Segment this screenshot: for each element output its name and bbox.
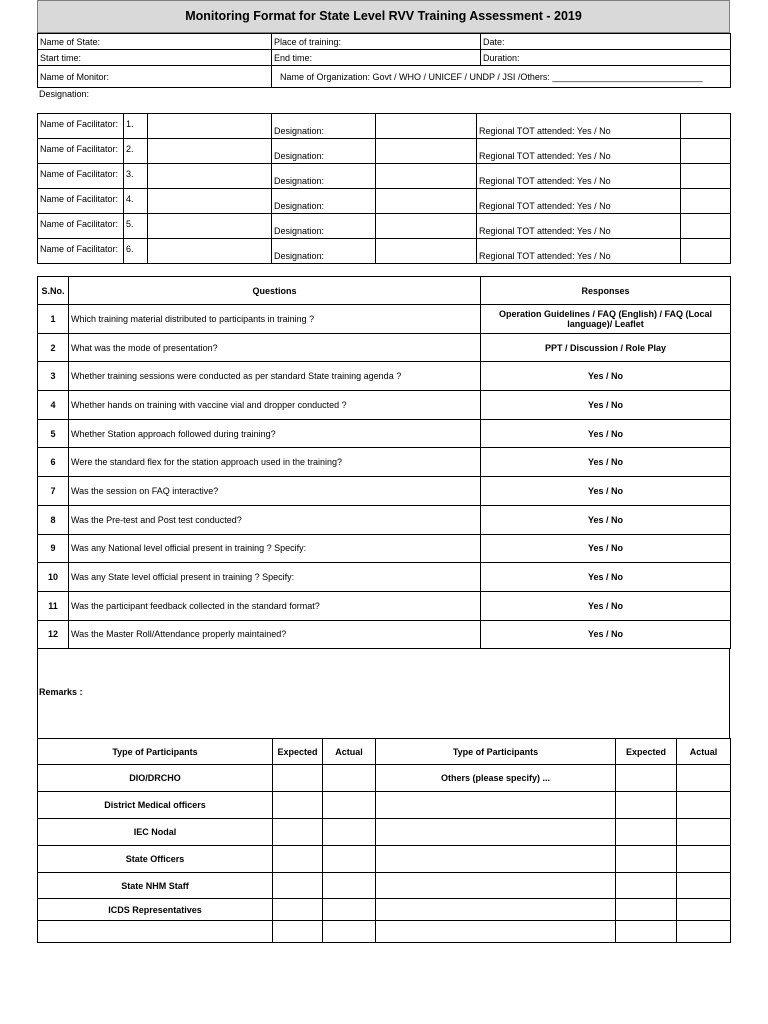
question-response[interactable]: Yes / No (481, 505, 731, 534)
question-row (38, 419, 731, 448)
questions-header: Questions (69, 277, 481, 305)
participant-actual-input-2[interactable] (677, 873, 731, 899)
participant-type: IEC Nodal (38, 819, 273, 846)
question-row (38, 448, 731, 477)
question-text: Was the Master Roll/Attendance properly maintained? (69, 620, 481, 649)
question-text: Was any State level official present in training ? Specify: (69, 563, 481, 592)
participant-row (38, 899, 731, 921)
name-of-monitor-field[interactable] (38, 66, 272, 88)
question-response[interactable]: Yes / No (481, 448, 731, 477)
participant-expected-input-2[interactable] (616, 899, 677, 921)
question-sno: 11 (38, 591, 69, 620)
facilitator-extra-cell[interactable] (681, 214, 731, 239)
question-text: What was the mode of presentation? (69, 333, 481, 362)
participant-actual-input-2[interactable] (677, 792, 731, 819)
question-text: Whether hands on training with vaccine vial and dropper conducted ? (69, 391, 481, 420)
facilitator-designation-label: Designation: (272, 114, 376, 139)
participant-expected-input-2[interactable] (616, 819, 677, 846)
question-sno: 9 (38, 534, 69, 563)
facilitator-name-input[interactable] (148, 164, 272, 189)
question-text: Were the standard flex for the station approach used in the training? (69, 448, 481, 477)
name-of-monitor-label: Name of Monitor: (40, 71, 110, 82)
facilitator-designation-input[interactable] (376, 189, 477, 214)
facilitator-designation-input[interactable] (376, 114, 477, 139)
facilitator-row (38, 139, 731, 164)
facilitator-number: 5. (124, 214, 148, 239)
questions-table (37, 276, 731, 649)
participant-row (38, 873, 731, 899)
facilitator-name-label: Name of Facilitator: (38, 164, 124, 189)
question-sno: 4 (38, 391, 69, 420)
end-time-field[interactable] (272, 50, 481, 66)
question-sno: 1 (38, 305, 69, 334)
remarks-label: Remarks : (39, 687, 83, 697)
date-label: Date: (483, 36, 505, 47)
facilitator-extra-cell[interactable] (681, 139, 731, 164)
question-response[interactable]: Yes / No (481, 477, 731, 506)
participant-type (38, 921, 273, 943)
facilitator-row (38, 114, 731, 139)
participant-row (38, 921, 731, 943)
facilitator-designation-label: Designation: (272, 164, 376, 189)
participant-expected-input-2[interactable] (616, 765, 677, 792)
participant-type-2 (376, 873, 616, 899)
facilitator-designation-input[interactable] (376, 164, 477, 189)
question-row (38, 362, 731, 391)
designation-label: Designation: (39, 89, 90, 99)
question-response[interactable]: Yes / No (481, 362, 731, 391)
participant-type-header-2: Type of Participants (376, 739, 616, 765)
question-row (38, 477, 731, 506)
question-row (38, 591, 731, 620)
facilitator-tot-label: Regional TOT attended: Yes / No (477, 114, 681, 139)
facilitator-designation-label: Designation: (272, 214, 376, 239)
name-of-organization-field[interactable] (272, 66, 731, 88)
question-sno: 12 (38, 620, 69, 649)
participant-expected-input[interactable] (273, 846, 323, 873)
participant-row (38, 819, 731, 846)
question-text: Whether training sessions were conducted as per standard State training agenda ? (69, 362, 481, 391)
question-response[interactable]: PPT / Discussion / Role Play (481, 333, 731, 362)
participant-actual-input[interactable] (323, 921, 376, 943)
question-text: Was the Pre-test and Post test conducted? (69, 505, 481, 534)
participants-table (37, 738, 731, 943)
facilitator-name-label: Name of Facilitator: (38, 139, 124, 164)
question-sno: 2 (38, 333, 69, 362)
question-response[interactable]: Operation Guidelines / FAQ (English) / FAQ (Local language)/ Leaflet (481, 305, 731, 334)
participant-type: State Officers (38, 846, 273, 873)
participant-actual-input[interactable] (323, 873, 376, 899)
question-response[interactable]: Yes / No (481, 620, 731, 649)
question-row (38, 333, 731, 362)
facilitator-name-input[interactable] (148, 114, 272, 139)
question-sno: 3 (38, 362, 69, 391)
name-of-organization-label: Name of Organization: Govt / WHO / UNICEF / UNDP / JSI /Others: ______________________________ (280, 71, 703, 82)
question-text: Was the participant feedback collected in the standard format? (69, 591, 481, 620)
question-row (38, 620, 731, 649)
facilitator-extra-cell[interactable] (681, 189, 731, 214)
end-time-label: End time: (274, 52, 313, 63)
participant-type-2: Others (please specify) ... (376, 765, 616, 792)
participant-row (38, 792, 731, 819)
participant-expected-input-2[interactable] (616, 846, 677, 873)
facilitator-tot-label: Regional TOT attended: Yes / No (477, 214, 681, 239)
participant-actual-input-2[interactable] (677, 846, 731, 873)
facilitator-designation-label: Designation: (272, 239, 376, 264)
question-row (38, 563, 731, 592)
duration-label: Duration: (483, 52, 520, 63)
participant-actual-input[interactable] (323, 819, 376, 846)
participant-type-2 (376, 899, 616, 921)
participant-expected-input[interactable] (273, 873, 323, 899)
participant-type: ICDS Representatives (38, 899, 273, 921)
participant-type-2 (376, 921, 616, 943)
participant-actual-input-2[interactable] (677, 819, 731, 846)
expected-header-2: Expected (616, 739, 677, 765)
facilitator-row (38, 164, 731, 189)
facilitator-tot-label: Regional TOT attended: Yes / No (477, 164, 681, 189)
participant-expected-input-2[interactable] (616, 792, 677, 819)
question-response[interactable]: Yes / No (481, 419, 731, 448)
question-response[interactable]: Yes / No (481, 534, 731, 563)
participant-type-2 (376, 792, 616, 819)
participant-actual-input[interactable] (323, 899, 376, 921)
question-text: Was any National level official present in training ? Specify: (69, 534, 481, 563)
participant-type-2 (376, 819, 616, 846)
participant-expected-input[interactable] (273, 899, 323, 921)
duration-field[interactable] (481, 50, 731, 66)
facilitator-designation-input[interactable] (376, 239, 477, 264)
question-sno: 8 (38, 505, 69, 534)
facilitator-extra-cell[interactable] (681, 239, 731, 264)
participant-expected-input[interactable] (273, 792, 323, 819)
question-row (38, 305, 731, 334)
start-time-field[interactable] (38, 50, 272, 66)
facilitators-table (37, 113, 731, 264)
participant-row (38, 765, 731, 792)
facilitator-name-label: Name of Facilitator: (38, 189, 124, 214)
participant-type: State NHM Staff (38, 873, 273, 899)
participant-actual-input[interactable] (323, 792, 376, 819)
participant-expected-input[interactable] (273, 921, 323, 943)
question-response[interactable]: Yes / No (481, 391, 731, 420)
name-of-state-field[interactable] (38, 34, 272, 50)
question-row (38, 391, 731, 420)
facilitator-number: 2. (124, 139, 148, 164)
participant-type-2 (376, 846, 616, 873)
facilitator-name-input[interactable] (148, 139, 272, 164)
place-of-training-label: Place of training: (274, 36, 342, 47)
facilitator-name-input[interactable] (148, 214, 272, 239)
actual-header: Actual (323, 739, 376, 765)
remarks-box[interactable] (37, 648, 730, 739)
participant-expected-input[interactable] (273, 819, 323, 846)
sno-header: S.No. (38, 277, 69, 305)
question-row (38, 534, 731, 563)
header-info-table (37, 33, 731, 88)
responses-header: Responses (481, 277, 731, 305)
facilitator-name-label: Name of Facilitator: (38, 239, 124, 264)
facilitator-designation-label: Designation: (272, 189, 376, 214)
participant-expected-input[interactable] (273, 765, 323, 792)
facilitator-extra-cell[interactable] (681, 164, 731, 189)
facilitator-designation-input[interactable] (376, 139, 477, 164)
participant-row (38, 846, 731, 873)
facilitator-name-input[interactable] (148, 189, 272, 214)
question-row (38, 505, 731, 534)
participant-expected-input-2[interactable] (616, 921, 677, 943)
form-title: Monitoring Format for State Level RVV Training Assessment - 2019 (37, 0, 730, 33)
facilitator-tot-label: Regional TOT attended: Yes / No (477, 139, 681, 164)
participant-actual-input-2[interactable] (677, 921, 731, 943)
date-field[interactable] (481, 34, 731, 50)
question-sno: 6 (38, 448, 69, 477)
facilitator-tot-label: Regional TOT attended: Yes / No (477, 239, 681, 264)
question-response[interactable]: Yes / No (481, 591, 731, 620)
participant-type-header: Type of Participants (38, 739, 273, 765)
start-time-label: Start time: (40, 52, 82, 63)
participant-actual-input-2[interactable] (677, 899, 731, 921)
participant-actual-input[interactable] (323, 846, 376, 873)
question-response[interactable]: Yes / No (481, 563, 731, 592)
facilitator-name-label: Name of Facilitator: (38, 114, 124, 139)
participant-type: District Medical officers (38, 792, 273, 819)
question-text: Whether Station approach followed during training? (69, 419, 481, 448)
expected-header: Expected (273, 739, 323, 765)
name-of-state-label: Name of State: (40, 36, 101, 47)
facilitator-row (38, 239, 731, 264)
participant-actual-input-2[interactable] (677, 765, 731, 792)
facilitator-tot-label: Regional TOT attended: Yes / No (477, 189, 681, 214)
facilitator-number: 4. (124, 189, 148, 214)
place-of-training-field[interactable] (272, 34, 481, 50)
facilitator-extra-cell[interactable] (681, 114, 731, 139)
question-sno: 10 (38, 563, 69, 592)
facilitator-number: 6. (124, 239, 148, 264)
facilitator-row (38, 189, 731, 214)
facilitator-designation-label: Designation: (272, 139, 376, 164)
actual-header-2: Actual (677, 739, 731, 765)
facilitator-name-label: Name of Facilitator: (38, 214, 124, 239)
question-text: Was the session on FAQ interactive? (69, 477, 481, 506)
facilitator-name-input[interactable] (148, 239, 272, 264)
facilitator-number: 3. (124, 164, 148, 189)
facilitator-row (38, 214, 731, 239)
facilitator-number: 1. (124, 114, 148, 139)
participant-expected-input-2[interactable] (616, 873, 677, 899)
facilitator-designation-input[interactable] (376, 214, 477, 239)
question-text: Which training material distributed to participants in training ? (69, 305, 481, 334)
participant-actual-input[interactable] (323, 765, 376, 792)
question-sno: 7 (38, 477, 69, 506)
question-sno: 5 (38, 419, 69, 448)
participant-type: DIO/DRCHO (38, 765, 273, 792)
